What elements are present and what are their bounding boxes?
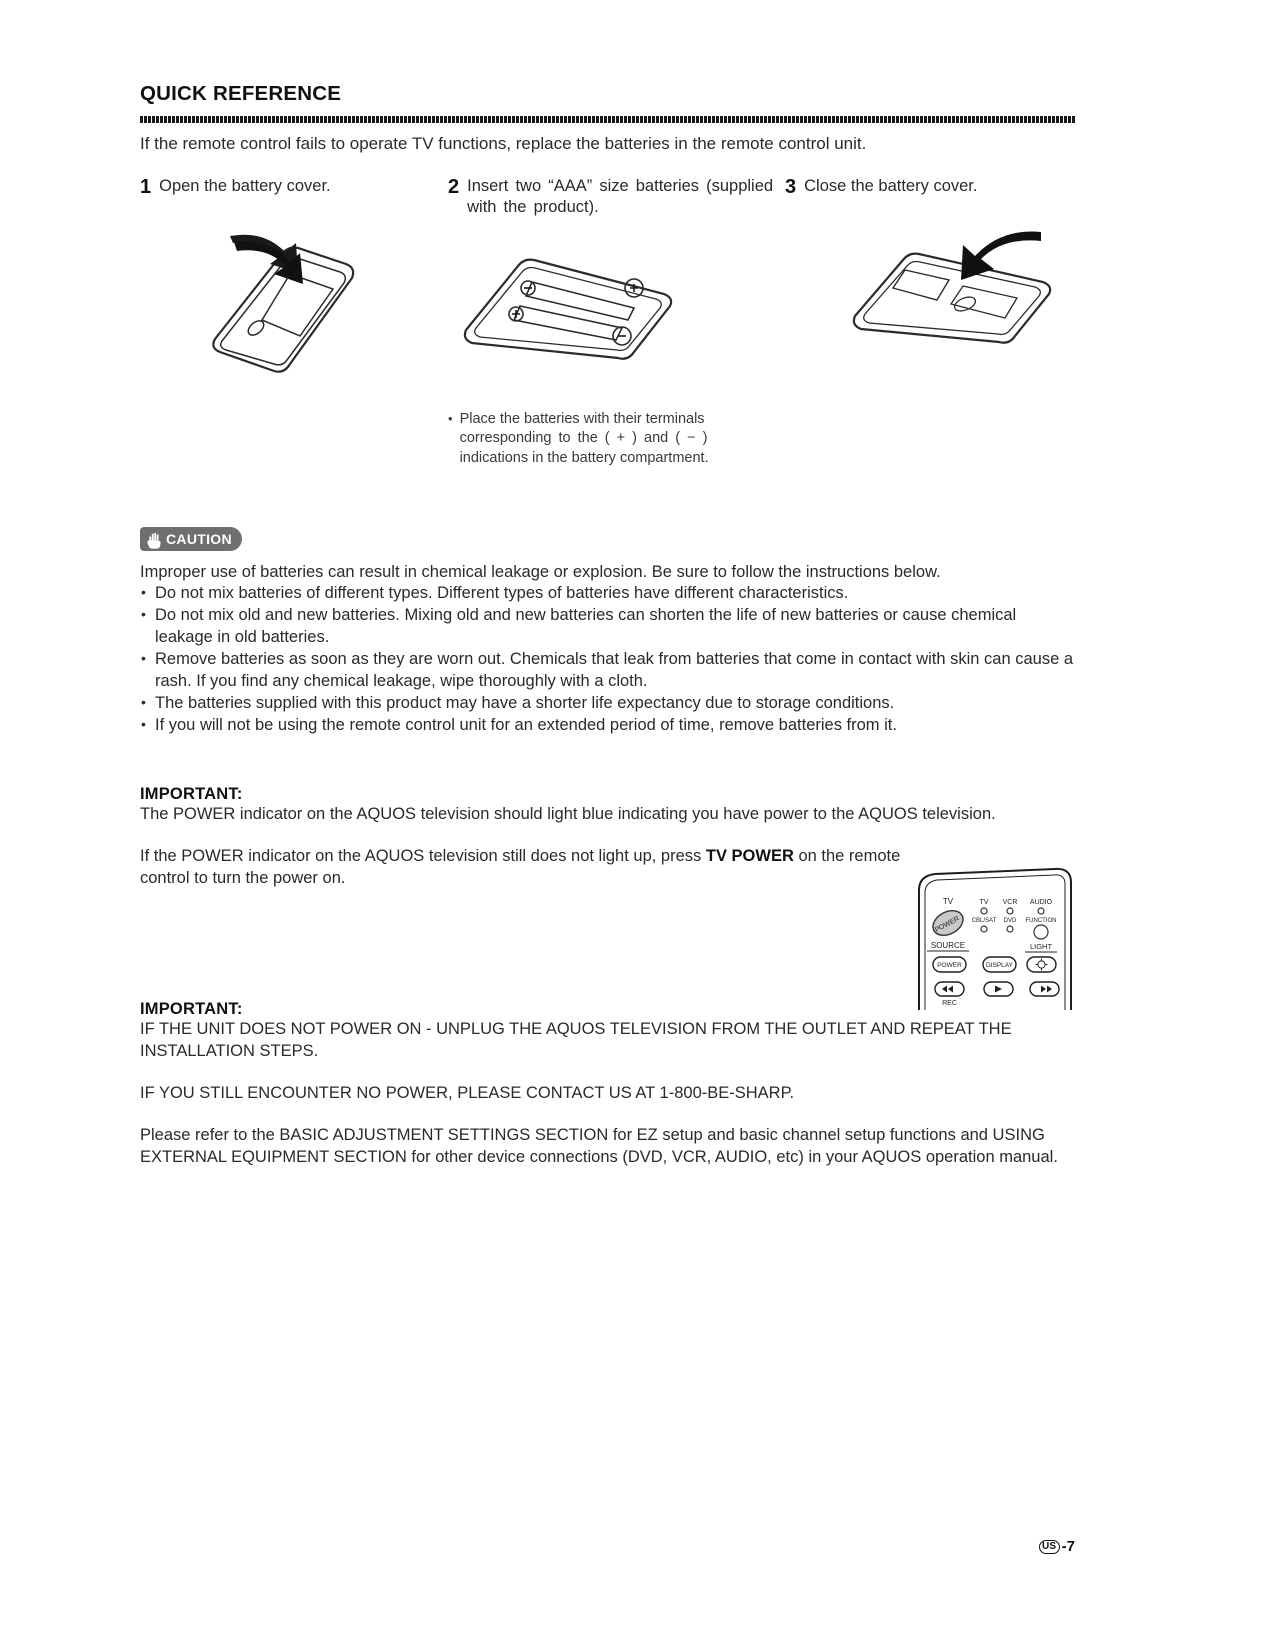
page-number: -7 xyxy=(1061,1538,1075,1555)
rec-label: REC xyxy=(942,1000,957,1007)
step-1 xyxy=(140,176,440,199)
caution-section xyxy=(140,527,1075,737)
important-section-2 xyxy=(140,1000,1075,1169)
step-3 xyxy=(785,176,1075,199)
important-2-heading: IMPORTANT: xyxy=(140,1000,243,1018)
title-divider xyxy=(140,116,1075,123)
note-line-2: corresponding to the ( + ) and ( − ) xyxy=(459,430,708,447)
step-2-text: Insert two “AAA” size batteries (supplied with the product). xyxy=(467,177,774,216)
tv-power-emphasis: TV POWER xyxy=(705,846,794,865)
note-line-3: indications in the battery compartment. xyxy=(459,449,709,466)
important-2-paragraph-2: IF YOU STILL ENCOUNTER NO POWER, PLEASE CONTACT US AT 1-800-BE-SHARP. xyxy=(140,1083,795,1102)
step-3-number: 3 xyxy=(785,176,797,198)
caution-item: • The batteries supplied with this product may have a shorter life expectancy due to storage conditions. xyxy=(140,693,1075,715)
step-2 xyxy=(448,176,778,217)
display-button-label: DISPLAY xyxy=(986,962,1013,969)
power-dial-label: POWER xyxy=(933,915,961,934)
caution-item: • Do not mix batteries of different types. Different types of batteries have different characteristics. xyxy=(140,583,1075,605)
important-1-paragraph-1: The POWER indicator on the AQUOS television should light blue indicating you have power to the AQUOS television. xyxy=(140,805,996,823)
region-mark: US xyxy=(1039,1540,1060,1554)
power-button-label: POWER xyxy=(937,962,962,969)
document-page xyxy=(140,0,1075,1640)
important-1-paragraph-2 xyxy=(140,846,910,890)
remote-open-cover-icon xyxy=(170,224,400,394)
remote-close-cover-icon xyxy=(845,226,1085,351)
intro-paragraph: If the remote control fails to operate TV functions, replace the batteries in the remote control unit. xyxy=(140,134,867,153)
source-label: SOURCE xyxy=(930,941,966,950)
light-label: LIGHT xyxy=(1029,942,1053,951)
caution-item: • Do not mix old and new batteries. Mixing old and new batteries can shorten the life of new batteries or cause chemical leakage in old batteries. xyxy=(140,605,1075,649)
page-title: QUICK REFERENCE xyxy=(140,82,342,105)
indicator-dvd-label: DVD xyxy=(1003,918,1017,924)
caution-item: • If you will not be using the remote control unit for an extended period of time, remove batteries from it. xyxy=(140,715,1075,737)
battery-terminals-note xyxy=(448,410,778,468)
step-2-number: 2 xyxy=(448,176,460,198)
important-1-p2-pre: If the POWER indicator on the AQUOS television still does not light up, press xyxy=(140,846,706,865)
remote-insert-batteries-icon xyxy=(458,244,708,374)
note-line-1: Place the batteries with their terminals xyxy=(459,411,705,427)
caution-lead: Improper use of batteries can result in chemical leakage or explosion. Be sure to follow the instructions below. xyxy=(140,562,941,581)
indicator-tv-label: TV xyxy=(979,899,989,906)
important-1-heading: IMPORTANT: xyxy=(140,785,243,803)
caution-list xyxy=(140,583,1075,737)
indicator-audio-label: AUDIO xyxy=(1029,899,1053,906)
caution-item: • Remove batteries as soon as they are worn out. Chemicals that leak from batteries that come in contact with skin can cause a rash. If you find any chemical leakage, wipe thoroughly with a cloth. xyxy=(140,649,1075,693)
step-1-text: Open the battery cover. xyxy=(159,177,331,195)
tv-dial-label: TV xyxy=(942,897,954,906)
important-2-paragraph-3: Please refer to the BASIC ADJUSTMENT SETTINGS SECTION for EZ setup and basic channel setup functions and USING EXTERNAL EQUIPMENT SECTION for other device connections (DVD, VCR, AUDIO, etc) in your AQUOS operation manual. xyxy=(140,1125,1058,1166)
important-1-p2-post: on the remote control to turn the power on. xyxy=(140,846,901,887)
caution-badge xyxy=(140,527,242,551)
page-footer xyxy=(1039,1538,1075,1555)
remote-control-top-figure xyxy=(905,860,1075,1010)
important-2-paragraph-1: IF THE UNIT DOES NOT POWER ON - UNPLUG THE AQUOS TELEVISION FROM THE OUTLET AND REPEAT THE INSTALLATION STEPS. xyxy=(140,1020,1012,1060)
indicator-cblsat-label: CBL/SAT xyxy=(971,918,997,924)
hand-icon xyxy=(145,530,164,549)
indicator-function-label: FUNCTION xyxy=(1025,918,1057,924)
step-1-number: 1 xyxy=(140,176,152,198)
step-3-text: Close the battery cover. xyxy=(804,177,978,195)
note-bullet: • xyxy=(448,411,453,426)
caution-label: CAUTION xyxy=(166,531,232,547)
indicator-vcr-label: VCR xyxy=(1002,899,1018,906)
